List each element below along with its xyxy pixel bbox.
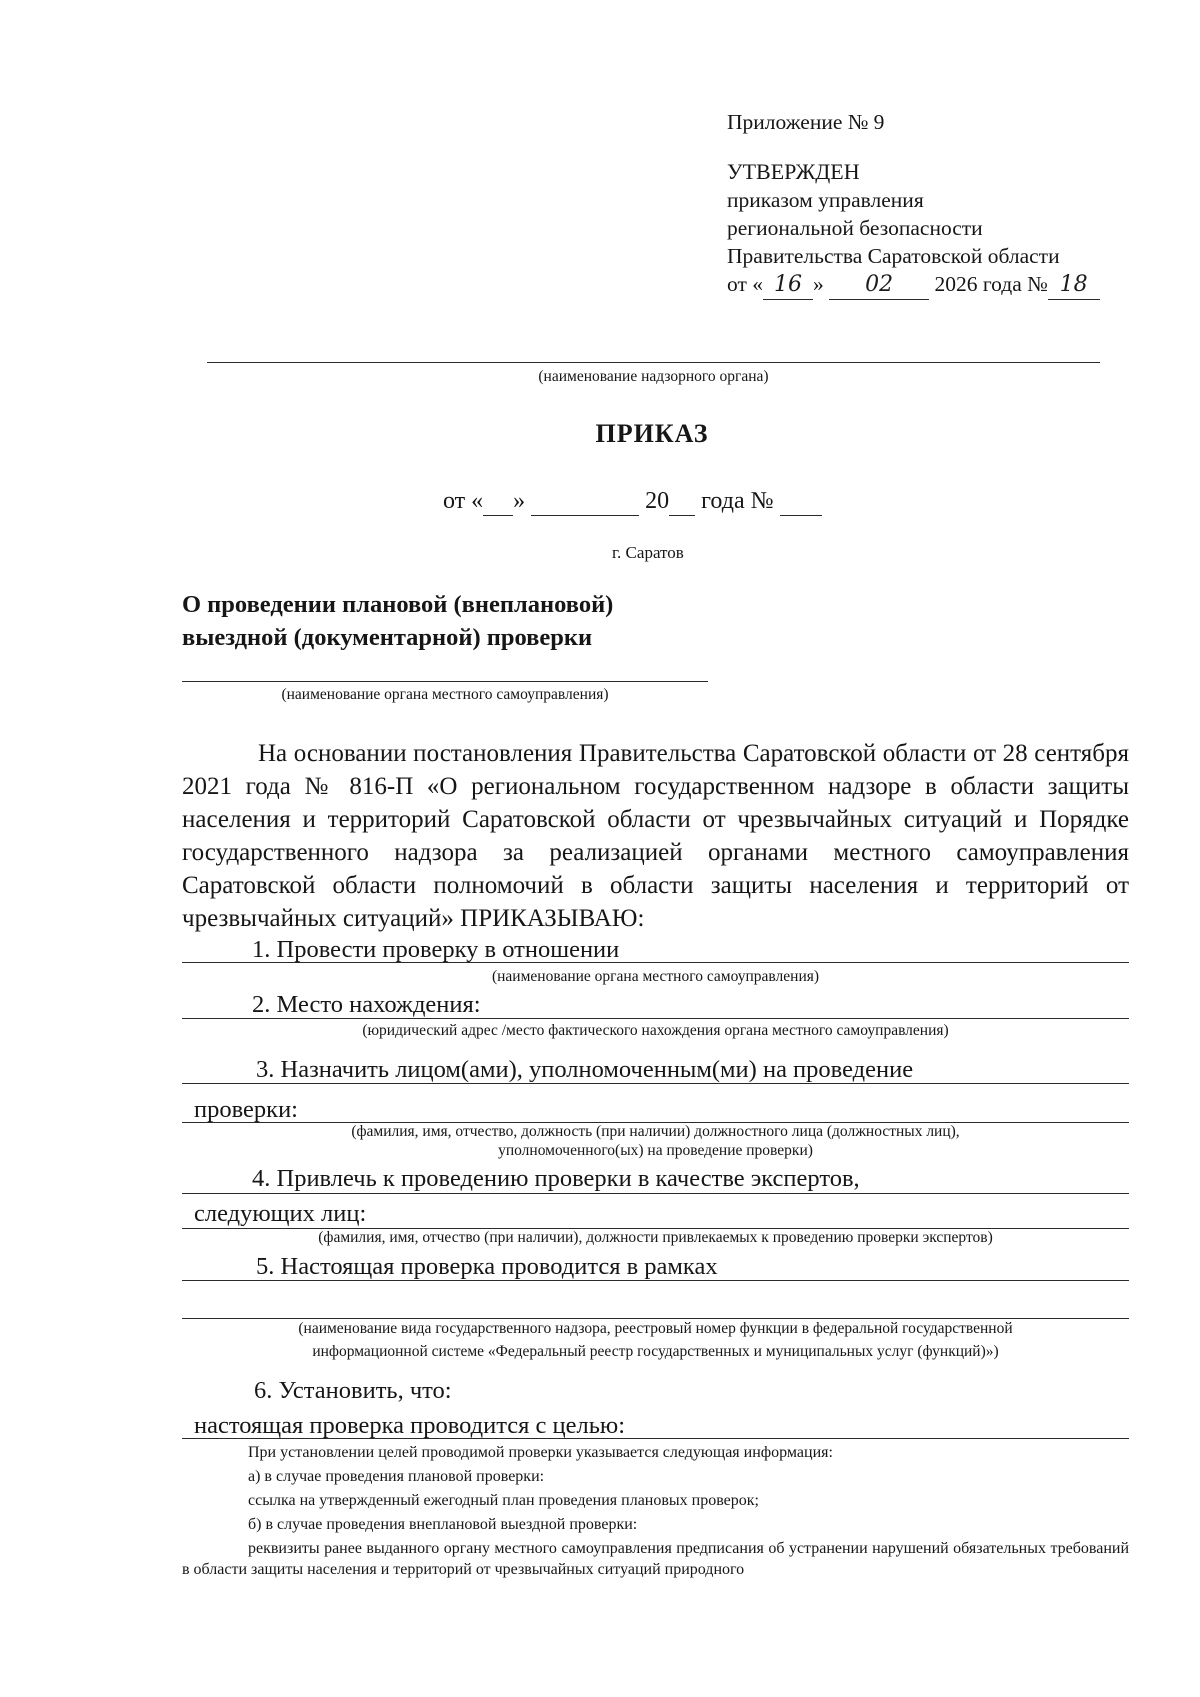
item-5-caption-1: (наименование вида государственного надзора, реестровый номер функции в федеральной государственной	[298, 1320, 1013, 1337]
item-6-continuation: настоящая проверка проводится с целью:	[194, 1412, 626, 1439]
organ-caption: (наименование надзорного органа)	[538, 368, 769, 385]
item-3-continuation: проверки:	[194, 1096, 298, 1123]
item-1-caption: (наименование органа местного самоуправления)	[491, 968, 820, 985]
note-3: ссылка на утвержденный ежегодный план проведения плановых проверок;	[248, 1492, 759, 1509]
order-date-line	[443, 488, 822, 516]
approved-label: УТВЕРЖДЕН	[727, 159, 860, 184]
order-date-prefix: от «	[443, 488, 484, 514]
item-4-text: 4. Привлечь к проведению проверки в качестве экспертов,	[252, 1165, 860, 1192]
item-5-caption-2: информационной системе «Федеральный реестр государственных и муниципальных услуг (функций)»)	[312, 1343, 999, 1360]
subject-organ-caption: (наименование органа местного самоуправления)	[281, 686, 609, 703]
approval-block	[727, 108, 1100, 300]
approval-month-field	[829, 270, 929, 300]
page-title: ПРИКАЗ	[595, 419, 709, 448]
notes-block	[182, 1442, 1129, 1580]
item-1-line	[182, 962, 1129, 963]
order-year-field	[669, 488, 695, 516]
item-3-caption-1: (фамилия, имя, отчество, должность (при наличии) должностного лица (должностных лиц),	[351, 1123, 960, 1140]
city-label: г. Саратов	[612, 543, 684, 562]
subject-line-2: выездной (документарной) проверки	[182, 624, 593, 651]
approval-line-1: приказом управления	[727, 188, 924, 212]
order-month-field	[531, 488, 639, 516]
approval-day-field	[763, 270, 813, 300]
item-6-line	[182, 1438, 1129, 1439]
approval-line-3: Правительства Саратовской области	[727, 244, 1060, 268]
item-2-caption: (юридический адрес /место фактического нахождения органа местного самоуправления)	[362, 1022, 949, 1039]
basis-text: На основании постановления Правительства Саратовской области от 28 сентября 2021 года № 816-П «О региональном государственном надзоре в области защиты населения и территорий Саратовской области от чрезвычайных ситуаций и Порядке государственного надзора за реализацией органами местного самоуправления Саратовской области полномочий в области защиты населения и территорий от чрезвычайных ситуаций» ПРИКАЗЫВАЮ:	[182, 740, 1129, 932]
note-1: При установлении целей проводимой проверки указывается следующая информация:	[248, 1444, 833, 1461]
order-number-label: года №	[701, 488, 774, 514]
approval-month-handwritten: 02	[865, 272, 894, 297]
note-5	[182, 1538, 1129, 1580]
item-4-caption: (фамилия, имя, отчество (при наличии), должности привлекаемых к проведению проверки экспертов)	[318, 1229, 993, 1246]
item-5-line	[182, 1280, 1129, 1281]
appendix-label: Приложение № 9	[727, 110, 885, 134]
order-number-field	[780, 488, 822, 516]
subject-line-1: О проведении плановой (внеплановой)	[182, 591, 614, 618]
organ-name-line	[207, 362, 1100, 363]
subject-organ-line	[182, 681, 708, 682]
item-5-text: 5. Настоящая проверка проводится в рамках	[256, 1253, 718, 1280]
item-4-continuation: следующих лиц:	[194, 1200, 367, 1227]
approval-date-prefix: от «	[727, 272, 763, 296]
item-3-caption-2: уполномоченного(ых) на проведение проверки)	[498, 1142, 813, 1159]
item-2-text: 2. Место нахождения:	[252, 991, 481, 1018]
note-2: а) в случае проведения плановой проверки:	[248, 1468, 545, 1485]
approval-number-field	[1048, 270, 1100, 300]
basis-paragraph	[182, 737, 1129, 935]
approval-number-handwritten: 18	[1059, 272, 1088, 297]
order-century: 20	[645, 488, 670, 514]
order-date-close: »	[513, 488, 526, 514]
order-day-field	[483, 488, 513, 516]
item-3-text: 3. Назначить лицом(ами), уполномоченным(ми) на проведение	[256, 1056, 914, 1083]
approval-year-part: 2026 года №	[934, 272, 1048, 296]
note-4: б) в случае проведения внеплановой выездной проверки:	[248, 1516, 638, 1533]
item-3-line	[182, 1083, 1129, 1084]
item-2-line	[182, 1018, 1129, 1019]
approval-date-mid: »	[813, 272, 824, 296]
note-5-text: реквизиты ранее выданного органу местного самоуправления предписания об устранении нарушений обязательных требований в области защиты населения и территорий от чрезвычайных ситуаций природного	[182, 1540, 1129, 1578]
approval-day-handwritten: 16	[774, 272, 802, 297]
subject-title	[182, 588, 613, 654]
item-4-line	[182, 1193, 1129, 1194]
item-1-text: 1. Провести проверку в отношении	[252, 936, 620, 963]
item-5-line-2	[182, 1318, 1129, 1319]
item-6-text: 6. Установить, что:	[254, 1377, 452, 1404]
approval-date-line	[727, 270, 1100, 300]
approval-line-2: региональной безопасности	[727, 216, 983, 240]
